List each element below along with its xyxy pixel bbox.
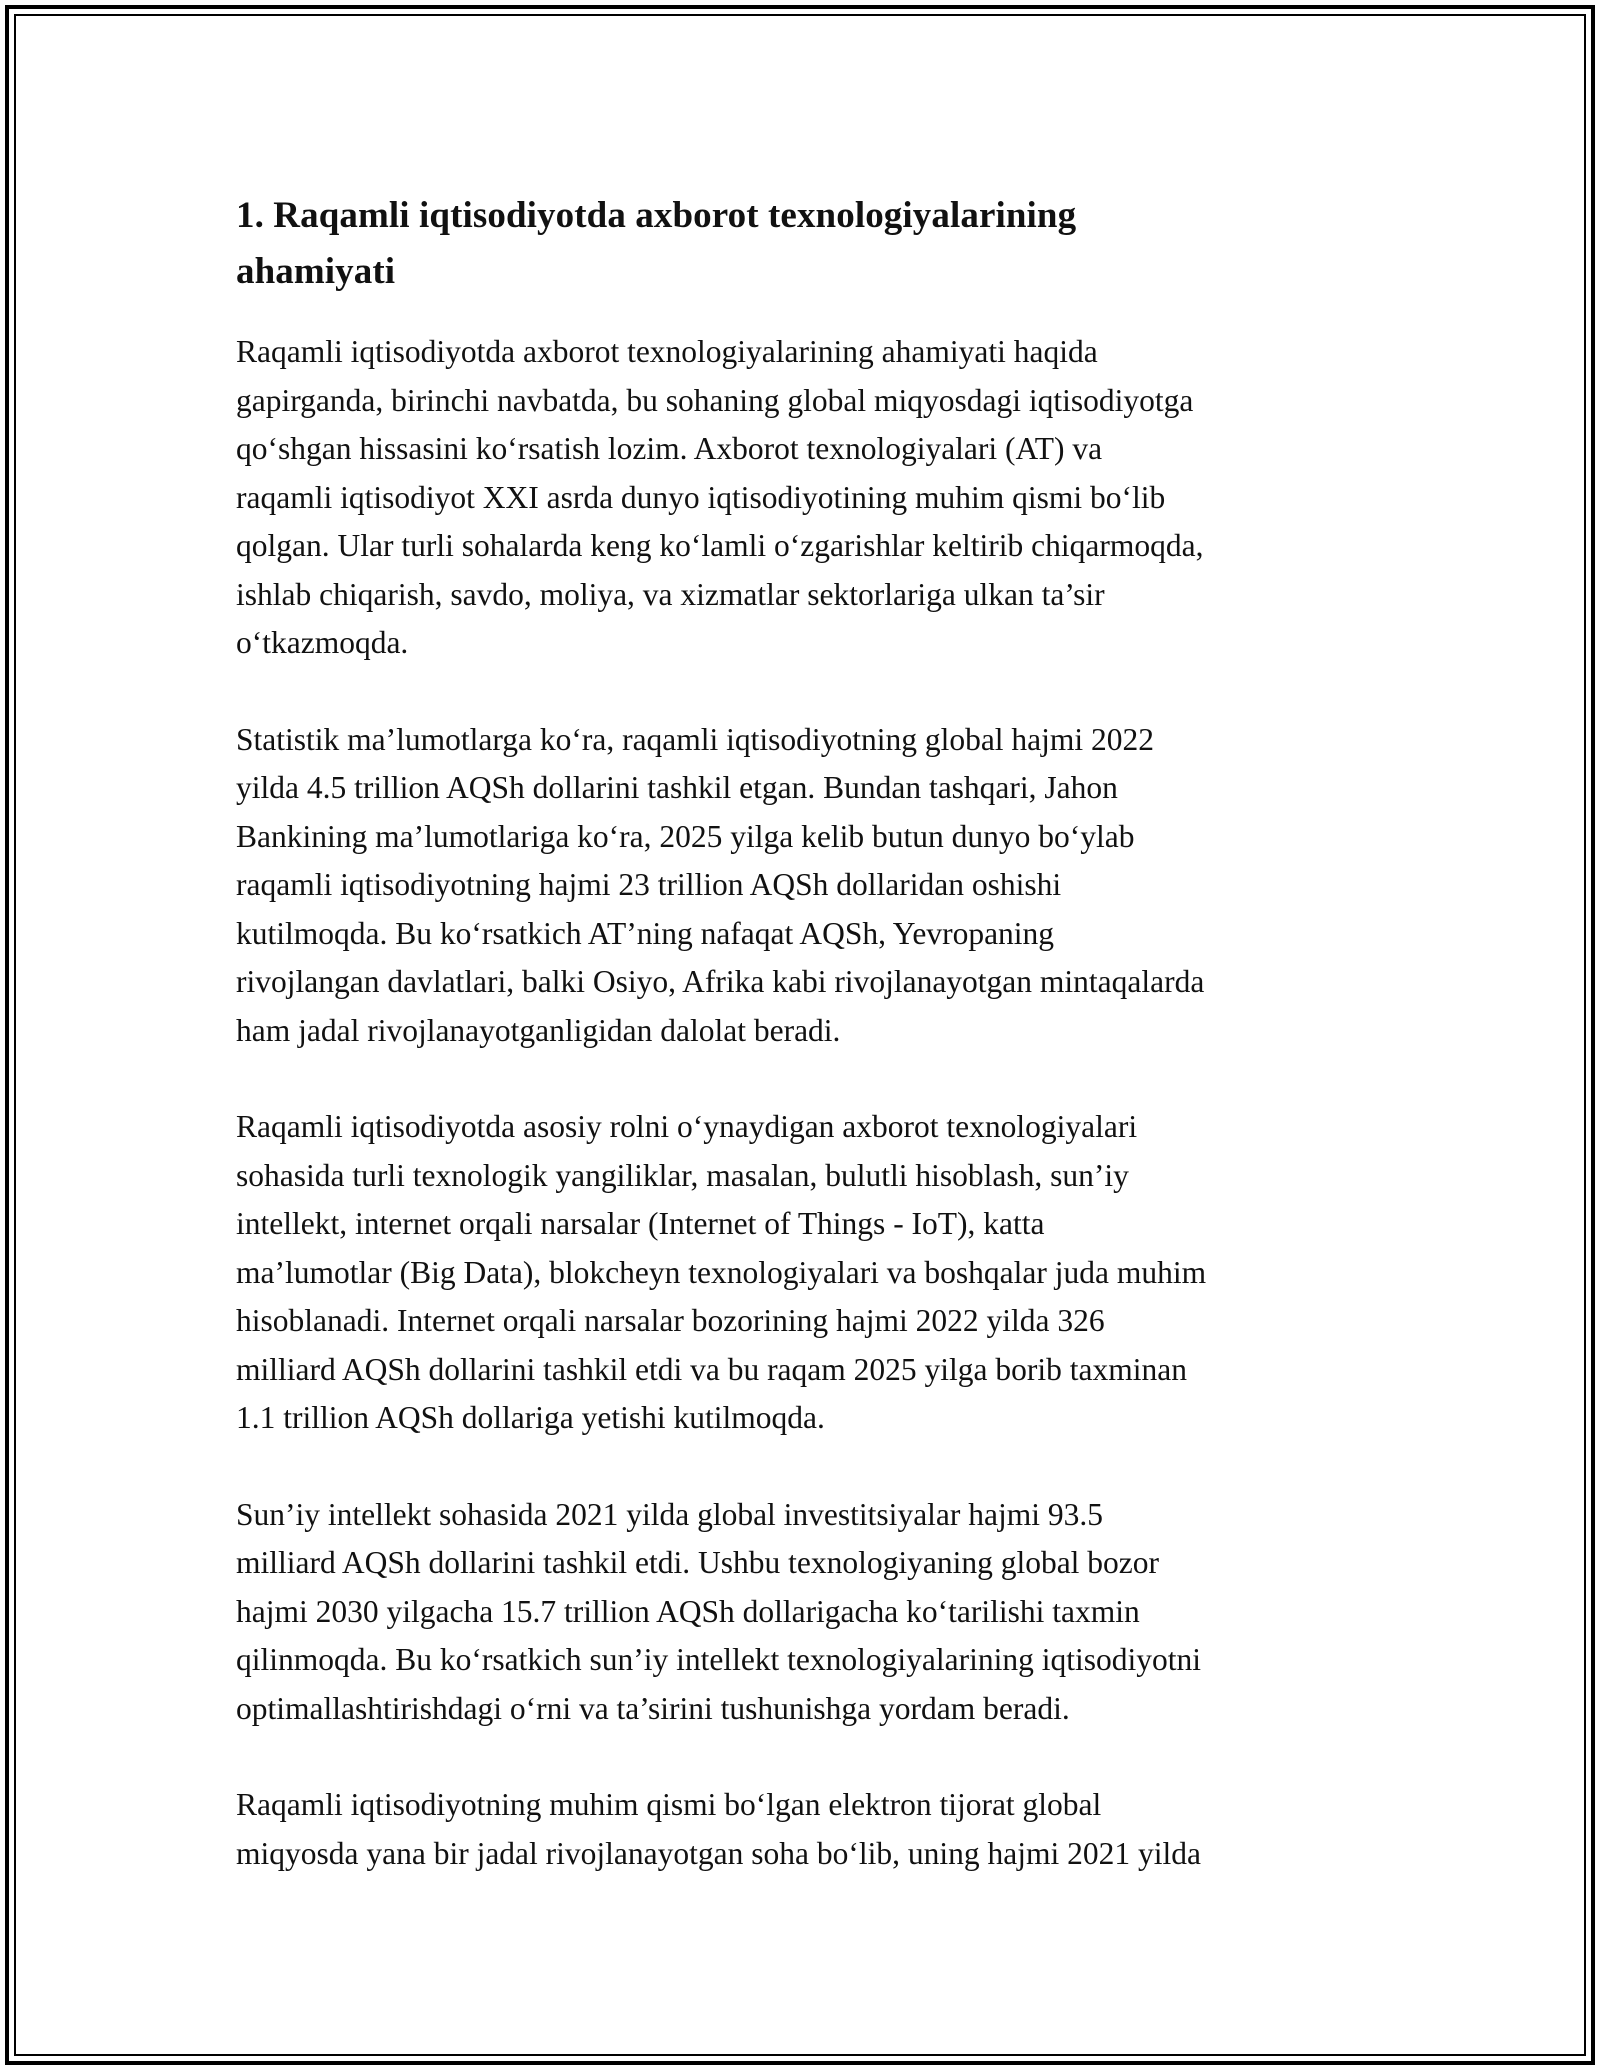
section-heading: 1. Raqamli iqtisodiyotda axborot texnologiyalarining ahamiyati: [236, 195, 1077, 292]
paragraph-5: Raqamli iqtisodiyotning muhim qismi bo‘lgan elektron tijorat global miqyosda yana bir jadal rivojlanayotgan soha bo‘lib, uning hajmi 2021 yilda: [236, 1787, 1201, 1871]
paragraph-4: Sun’iy intellekt sohasida 2021 yilda global investitsiyalar hajmi 93.5 milliard AQSh dollarini tashkil etdi. Ushbu texnologiyaning global bozor hajmi 2030 yilgacha 15.7 trillion AQSh dollarigacha ko‘tarilishi taxmin qilinmoqda. Bu ko‘rsatkich sun’iy intellekt texnologiyalarining iqtisodiyotni optimallashtirishdagi o‘rni va ta’sirini tushunishga yordam beradi.: [236, 1496, 1202, 1726]
paragraph-3: Raqamli iqtisodiyotda asosiy rolni o‘ynaydigan axborot texnologiyalari sohasida turli texnologik yangiliklar, masalan, bulutli hisoblash, sun’iy intellekt, internet orqali narsalar (Internet of Things - IoT), katta ma’lumotlar (Big Data), blokcheyn texnologiyalari va boshqalar juda muhim hisoblanadi. Internet orqali narsalar bozorining hajmi 2022 yilda 326 milliard AQSh dollarini tashkil etdi va bu raqam 2025 yilga borib taxminan 1.1 trillion AQSh dollariga yetishi kutilmoqda.: [236, 1109, 1207, 1435]
paragraph-2: Statistik ma’lumotlarga ko‘ra, raqamli iqtisodiyotning global hajmi 2022 yilda 4.5 trillion AQSh dollarini tashkil etgan. Bundan tashqari, Jahon Bankining ma’lumotlariga ko‘ra, 2025 yilga kelib butun dunyo bo‘ylab raqamli iqtisodiyotning hajmi 23 trillion AQSh dollaridan oshishi kutilmoqda. Bu ko‘rsatkich AT’ning nafaqat AQSh, Yevropaning rivojlangan davlatlari, balki Osiyo, Afrika kabi rivojlanayotgan mintaqalarda ham jadal rivojlanayotganligidan dalolat beradi.: [236, 721, 1205, 1048]
document-body: [236, 188, 1366, 1926]
paragraph-1: Raqamli iqtisodiyotda axborot texnologiyalarining ahamiyati haqida gapirganda, birinchi navbatda, bu sohaning global miqyosdagi iqtisodiyotga qo‘shgan hissasini ko‘rsatish lozim. Axborot texnologiyalari (AT) va raqamli iqtisodiyot XXI asrda dunyo iqtisodiyotining muhim qismi bo‘lib qolgan. Ular turli sohalarda keng ko‘lamli o‘zgarishlar keltirib chiqarmoqda, ishlab chiqarish, savdo, moliya, va xizmatlar sektorlariga ulkan ta’sir o‘tkazmoqda.: [236, 334, 1204, 660]
